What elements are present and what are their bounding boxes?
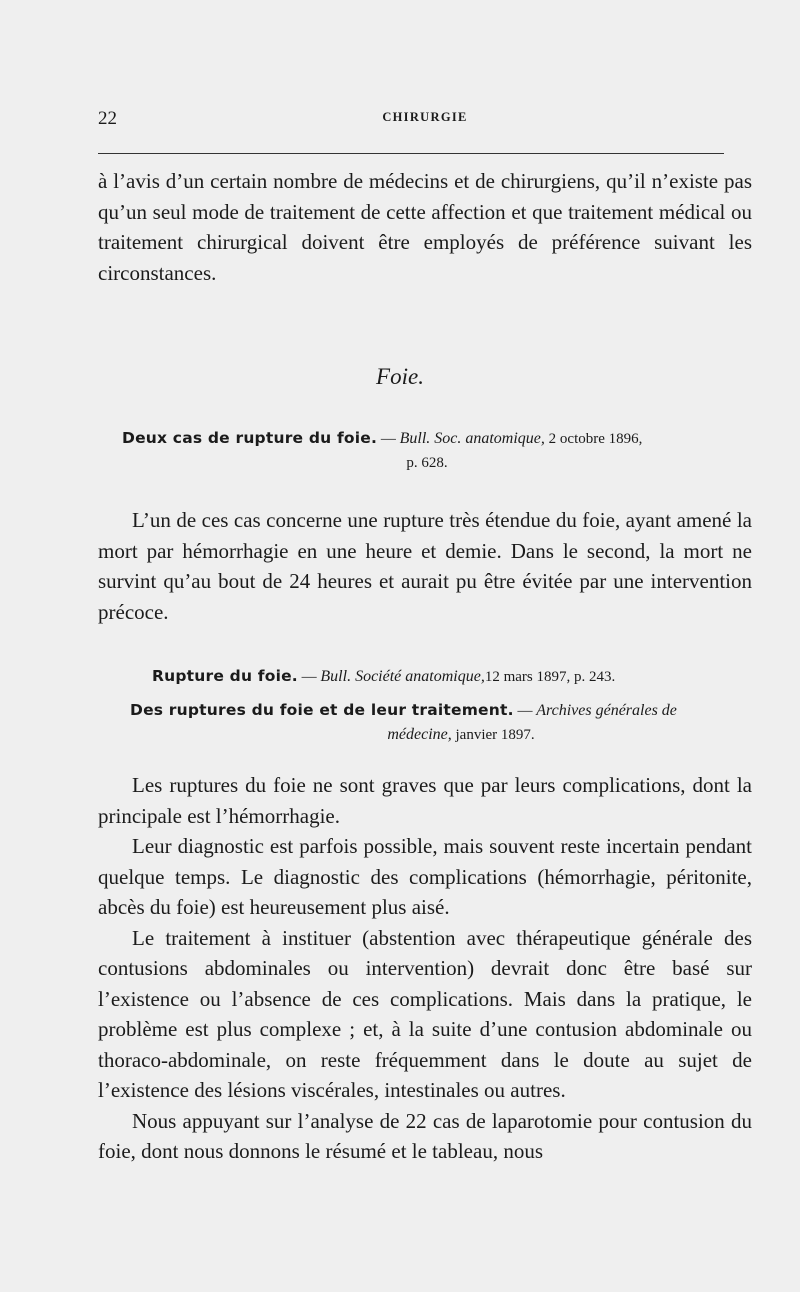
reference-date: janvier 1897.	[451, 727, 535, 743]
reference-1	[122, 426, 752, 475]
paragraph-text: Les ruptures du foie ne sont graves que par leurs complications, dont la principale est l’hémorrhagie.	[98, 773, 752, 828]
reference-dash: —	[297, 669, 321, 685]
paragraph-text: L’un de ces cas concerne une rupture très étendue du foie, ayant amené la mort par hémorrhagie en une heure et demie. Dans le second, la mort ne survint qu’au bout de 24 heures et aurait pu être évitée par une intervention précoce.	[98, 508, 752, 624]
reference-source: Bull. Société anatomique,	[320, 668, 485, 685]
page-number: 22	[98, 108, 117, 129]
section-title: Foie.	[376, 364, 424, 389]
reference-source: Bull. Soc. anatomique,	[399, 430, 545, 447]
running-title: CHIRURGIE	[382, 110, 468, 124]
reference-title: Des ruptures du foie et de leur traitement.	[130, 701, 514, 719]
reference-date: 12 mars 1897, p. 243.	[484, 669, 616, 685]
reference-date: 2 octobre 1896,	[544, 431, 643, 447]
paragraph-discussion	[98, 770, 752, 1167]
reference-pages: p. 628.	[406, 455, 448, 471]
reference-title: Rupture du foie.	[152, 667, 298, 685]
paragraph-text: Nous appuyant sur l’analyse de 22 cas de laparotomie pour contusion du foie, dont nous donnons le résumé et le tableau, nous	[98, 1108, 752, 1163]
reference-source: Archives générales de	[536, 702, 677, 719]
reference-title: Deux cas de rupture du foie.	[122, 429, 378, 447]
page-header	[98, 108, 752, 136]
paragraph-text: Leur diagnostic est parfois possible, mais souvent reste incertain pendant quelque temps. Le diagnostic des complications (hémorrhagie, péritonite, abcès du foie) est heureusement plus aisé.	[98, 834, 752, 919]
paragraph-intro	[98, 166, 752, 288]
reference-3	[130, 698, 752, 747]
reference-dash: —	[377, 431, 400, 447]
paragraph-text: à l’avis d’un certain nombre de médecins et de chirurgiens, qu’il n’existe pas qu’un seul mode de traitement de cette affection et que traitement médical ou traitement chirurgical doivent être employés de préférence suivant les circonstances.	[98, 169, 752, 285]
paragraph-case-summary	[98, 505, 752, 627]
reference-source-continued: médecine,	[387, 726, 452, 743]
paragraph-text: Le traitement à instituer (abstention avec thérapeutique générale des contusions abdominales ou intervention) devrait donc être basé sur l’existence ou l’absence de ces complications. Mais dans la pratique, le problème est plus complexe ; et, à la suite d’une contusion abdominale ou thoraco-abdominale, on reste fréquemment dans le doute au sujet de l’existence des lésions viscérales, intestinales ou autres.	[98, 925, 752, 1102]
header-divider	[98, 153, 724, 154]
reference-dash: —	[513, 703, 537, 719]
reference-2	[152, 664, 752, 689]
